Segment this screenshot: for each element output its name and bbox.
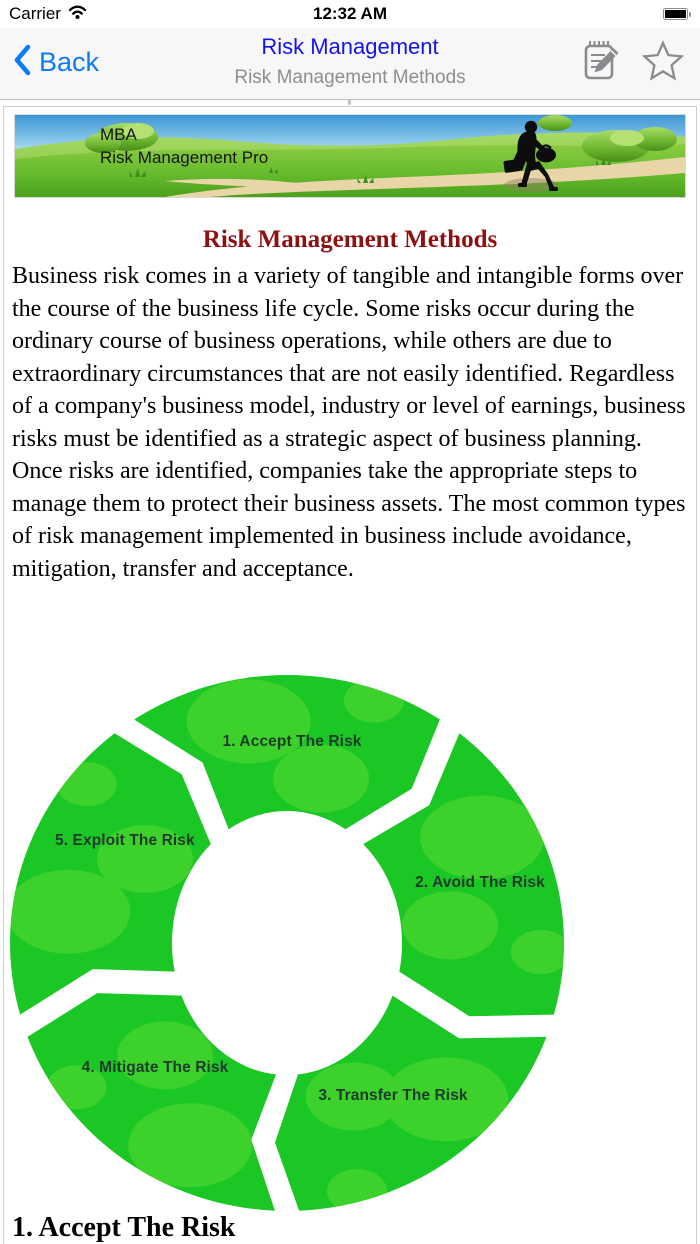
carrier-label: Carrier [9, 4, 61, 23]
banner-title-line1: MBA [100, 125, 137, 144]
banner-illustration [15, 115, 685, 197]
cycle-segment-label-1: 1. Accept The Risk [222, 733, 362, 750]
article-body: Business risk comes in a variety of tangible and intangible forms over the course of the business life cycle. Some risks occur during the ordinary course of business operations, while others are due to extraordinary circumstances that are not easily identified. Regardless of a company's business model, industry or level of earnings, business risks must be identified as a strategic aspect of business planning. Once risks are identified, companies take the appropriate steps to manage them to protect their business assets. The most common types of risk management implemented in business include avoidance, mitigation, transfer and acceptance. [12, 263, 686, 582]
status-bar [0, 0, 700, 28]
cycle-segment-label-2: 2. Avoid The Risk [415, 874, 545, 891]
article-heading: Risk Management Methods [202, 226, 498, 253]
battery-icon [663, 8, 691, 20]
cycle-segment-label-4: 4. Mitigate The Risk [81, 1059, 229, 1076]
back-button[interactable] [14, 44, 99, 81]
scroll-indicator [348, 99, 351, 105]
back-label: Back [39, 47, 100, 77]
nav-title-group [150, 34, 550, 89]
risk-cycle-diagram [10, 673, 567, 1213]
cycle-segment-label-5: 5. Exploit The Risk [55, 832, 195, 849]
clock: 12:32 AM [312, 4, 387, 23]
banner-title-line2: Risk Management Pro [100, 148, 269, 167]
star-icon [641, 40, 685, 87]
navigation-bar [0, 28, 700, 100]
app-banner [14, 114, 686, 198]
notes-button[interactable] [578, 40, 624, 86]
notes-compose-icon [580, 39, 622, 88]
cycle-segment-label-3: 3. Transfer The Risk [318, 1087, 468, 1104]
page-subtitle: Risk Management Methods [234, 67, 466, 88]
favorite-button[interactable] [640, 40, 686, 86]
page-title: Risk Management [261, 34, 439, 59]
chevron-left-icon [14, 44, 31, 81]
section-heading: 1. Accept The Risk [12, 1212, 236, 1243]
